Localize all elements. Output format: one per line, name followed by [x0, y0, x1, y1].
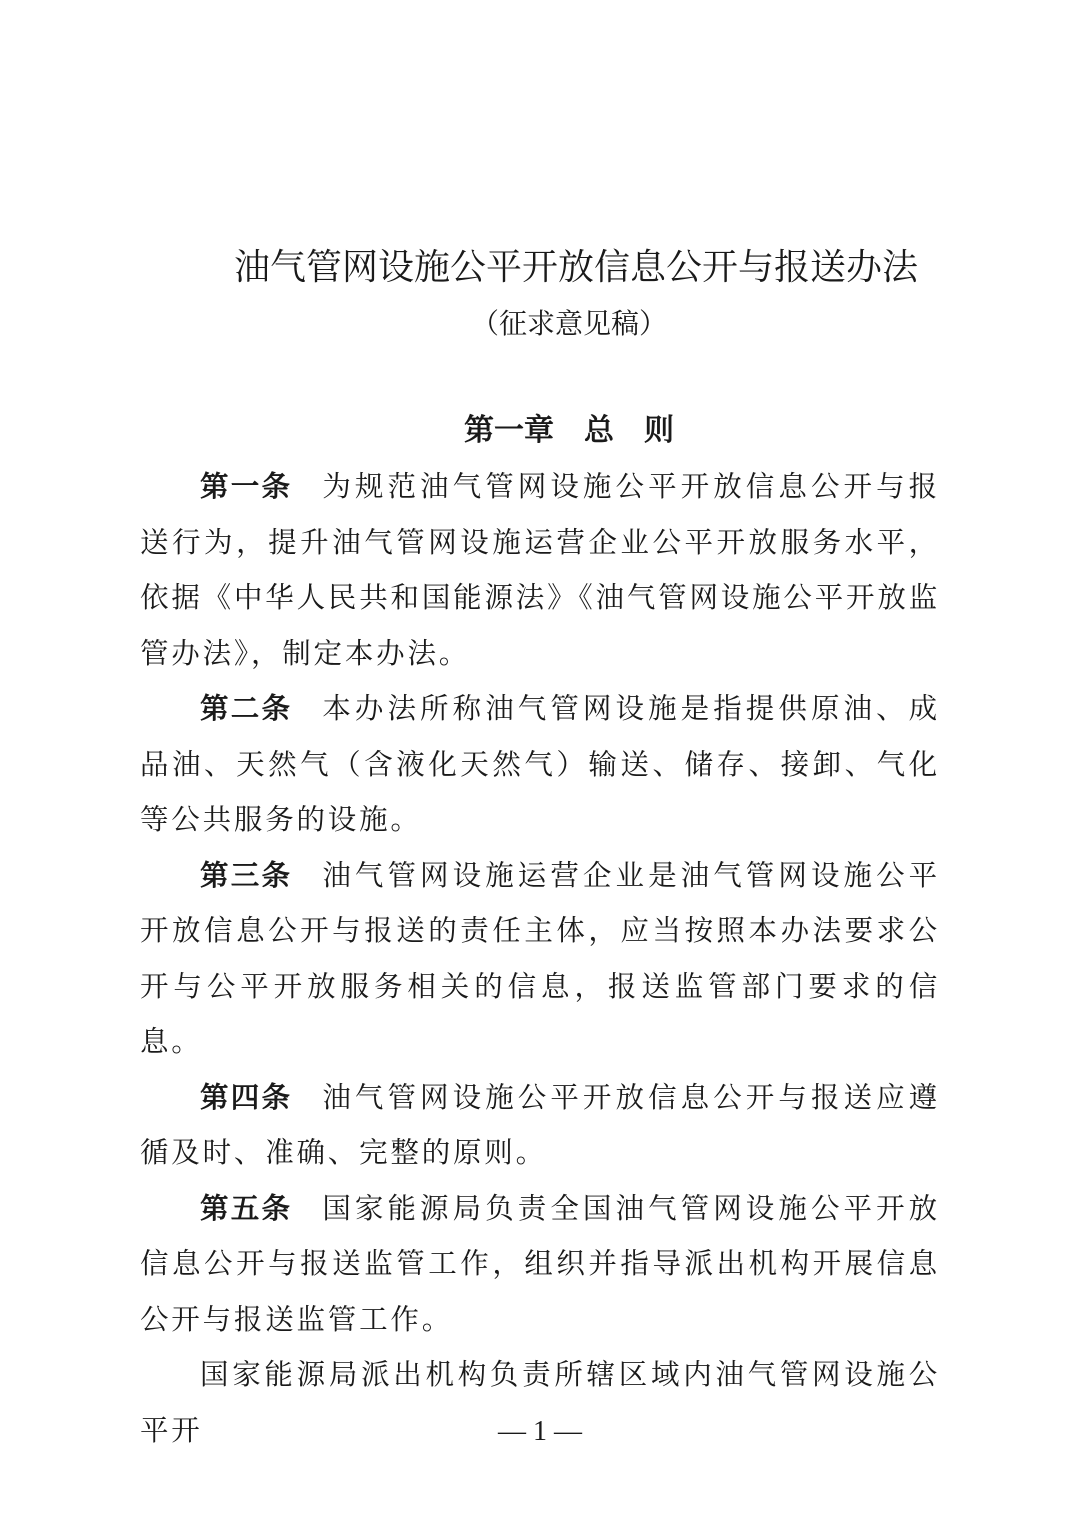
article-number: 第四条	[200, 1080, 293, 1114]
document-title: 油气管网设施公平开放信息公开与报送办法	[233, 247, 918, 288]
article-paragraph	[140, 1070, 940, 1181]
document-body	[140, 459, 940, 1458]
paragraph-text: 国家能源局派出机构负责所辖区域内油气管网设施公平开	[140, 1358, 940, 1447]
chapter-heading: 第一章 总 则	[464, 413, 674, 448]
article-number: 第一条	[200, 470, 293, 503]
article-text: 本办法所称油气管网设施是指提供原油、成品油、天然气（含液化天然气）输送、储存、接卸、气化等公共服务的设施。	[140, 692, 940, 836]
document-subtitle: （征求意见稿）	[470, 307, 667, 340]
article-paragraph	[140, 459, 940, 681]
article-paragraph	[140, 1181, 940, 1348]
article-paragraph	[140, 848, 940, 1070]
article-text: 油气管网设施公平开放信息公开与报送应遵循及时、准确、完整的原则。	[140, 1080, 940, 1169]
article-number: 第二条	[200, 692, 293, 725]
article-text: 油气管网设施运营企业是油气管网设施公平开放信息公开与报送的责任主体，应当按照本办法要求公开与公平开放服务相关的信息，报送监管部门要求的信息。	[140, 858, 940, 1058]
article-paragraph	[140, 681, 940, 848]
article-text: 国家能源局负责全国油气管网设施公平开放信息公开与报送监管工作，组织并指导派出机构开展信息公开与报送监管工作。	[140, 1191, 940, 1336]
article-number: 第三条	[200, 858, 293, 892]
article-text: 为规范油气管网设施公平开放信息公开与报送行为，提升油气管网设施运营企业公平开放服务水平，依据《中华人民共和国能源法》《油气管网设施公平开放监管办法》，制定本办法。	[140, 470, 940, 670]
article-number: 第五条	[200, 1191, 293, 1225]
page-number: — 1 —	[498, 1416, 582, 1447]
